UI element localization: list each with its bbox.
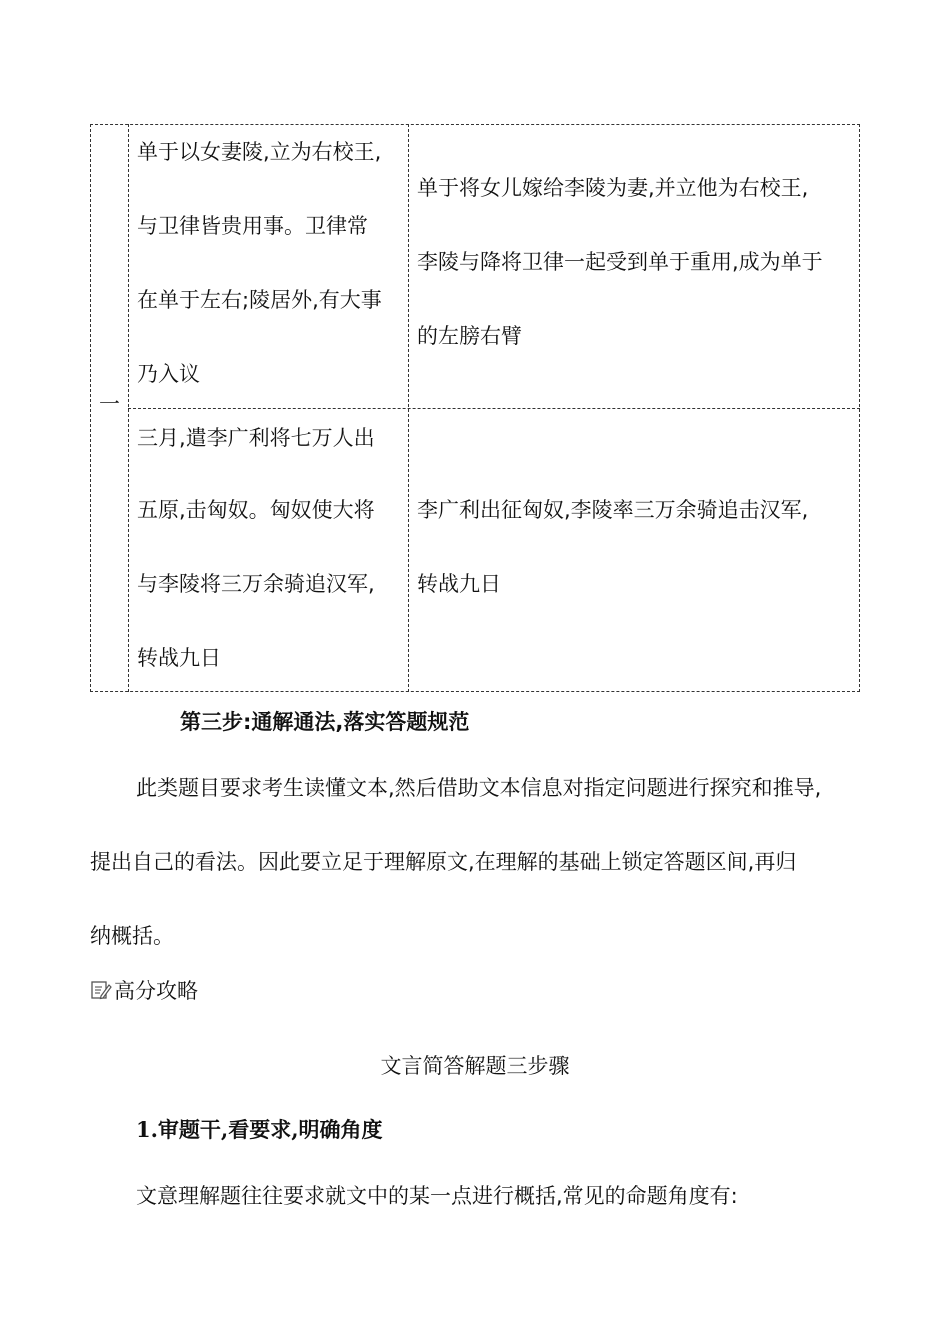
table-col-divider — [408, 124, 409, 692]
strategy-label: 高分攻略 — [114, 979, 198, 1003]
original-line: 乃入议 — [137, 362, 200, 386]
step3-paragraph-line: 提出自己的看法。因此要立足于理解原文,在理解的基础上锁定答题区间,再归 — [90, 850, 797, 874]
row-label: 一 — [99, 392, 120, 416]
strategy-label-row — [90, 975, 198, 1005]
strategy-title: 文言简答解题三步骤 — [380, 1054, 570, 1078]
table-bottom-border — [90, 691, 860, 692]
note-edit-icon — [90, 979, 112, 1001]
table-col-divider — [128, 124, 129, 692]
original-line: 在单于左右;陵居外,有大事 — [137, 288, 382, 312]
original-line: 与卫律皆贵用事。卫律常 — [137, 214, 368, 238]
translation-line: 李陵与降将卫律一起受到单于重用,成为单于 — [417, 250, 823, 274]
strategy-sub-heading: 1.审题干,看要求,明确角度 — [136, 1117, 383, 1142]
table-row-divider — [128, 408, 860, 409]
table-left-border — [90, 124, 91, 692]
translation-line: 的左膀右臂 — [417, 324, 522, 348]
original-line: 单于以女妻陵,立为右校王, — [137, 140, 382, 164]
original-line: 转战九日 — [137, 646, 221, 670]
strategy-paragraph: 文意理解题往往要求就文中的某一点进行概括,常见的命题角度有: — [136, 1184, 738, 1208]
translation-table — [90, 124, 860, 692]
translation-line: 单于将女儿嫁给李陵为妻,并立他为右校王, — [417, 176, 809, 200]
step3-paragraph-line: 此类题目要求考生读懂文本,然后借助文本信息对指定问题进行探究和推导, — [136, 776, 822, 800]
original-line: 五原,击匈奴。匈奴使大将 — [137, 498, 375, 522]
step3-heading: 第三步:通解通法,落实答题规范 — [180, 710, 470, 734]
table-top-border — [90, 124, 860, 125]
step3-paragraph-line: 纳概括。 — [90, 924, 174, 948]
original-line: 三月,遣李广利将七万人出 — [137, 426, 375, 450]
translation-line: 李广利出征匈奴,李陵率三万余骑追击汉军, — [417, 498, 809, 522]
translation-line: 转战九日 — [417, 572, 501, 596]
original-line: 与李陵将三万余骑追汉军, — [137, 572, 375, 596]
table-right-border — [859, 124, 860, 692]
